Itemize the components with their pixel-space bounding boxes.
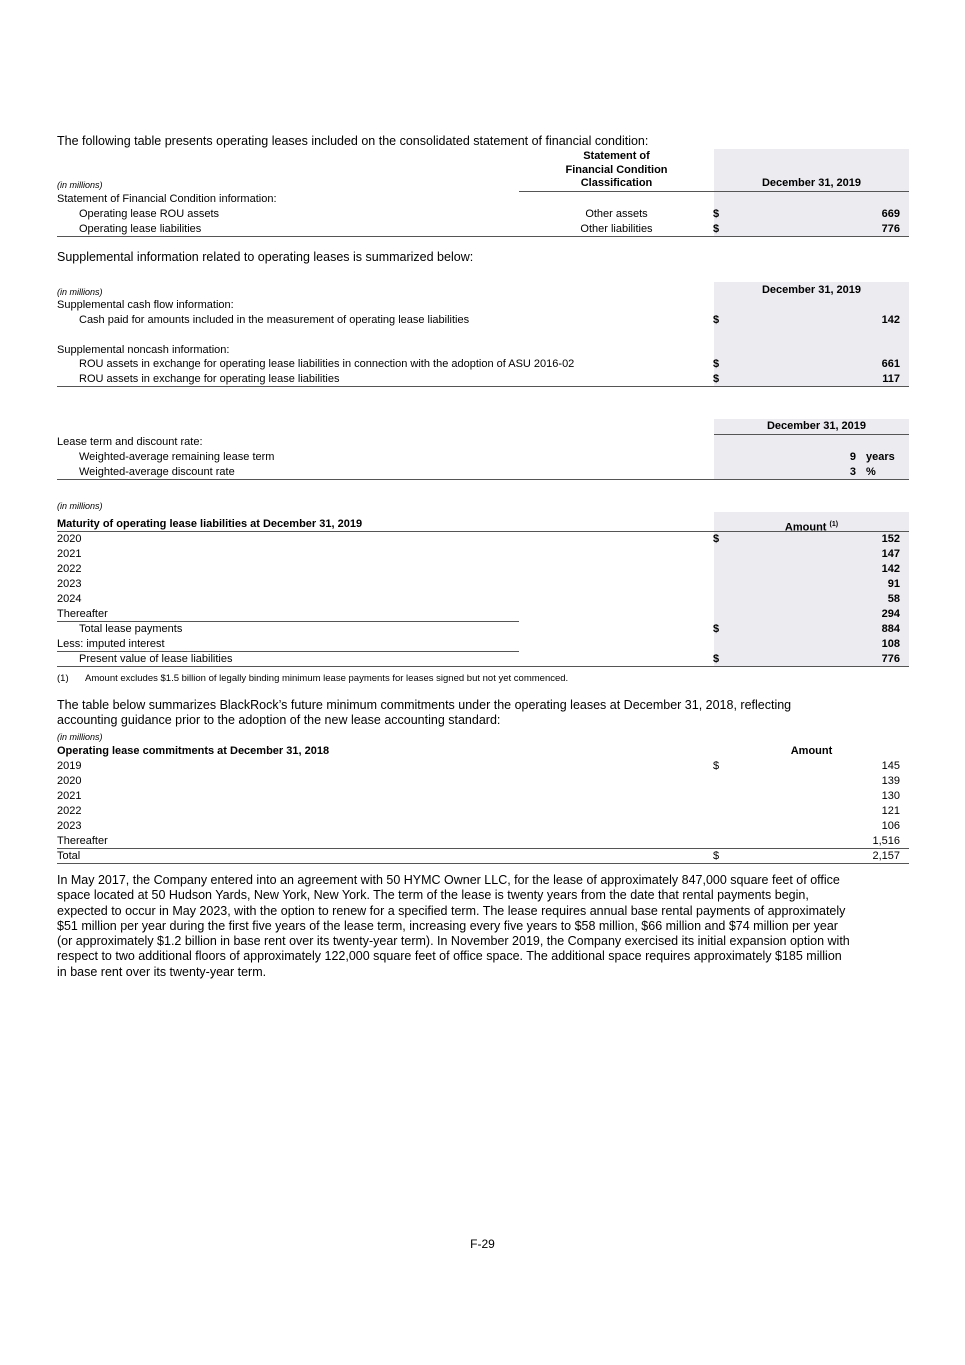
row-label: Operating lease liabilities <box>79 223 202 235</box>
lease-term-table <box>57 419 909 480</box>
section-label: Statement of Financial Condition information: <box>57 193 277 205</box>
table-row <box>57 592 909 607</box>
units-label: (in millions) <box>57 732 103 742</box>
bottom-rule <box>57 479 909 480</box>
operating-leases-table <box>57 149 909 237</box>
intro-text-3 <box>57 698 912 728</box>
row-unit: % <box>866 466 876 478</box>
date-header: December 31, 2019 <box>766 420 867 432</box>
row-value: 669 <box>881 208 900 220</box>
commitments-table <box>57 730 909 863</box>
row-label: ROU assets in exchange for operating lease liabilities in connection with the adoption of ASU 2016-02 <box>79 358 575 370</box>
row-label: Cash paid for amounts included in the measurement of operating lease liabilities <box>79 314 470 326</box>
bottom-rule <box>57 863 909 864</box>
table-row <box>57 207 909 222</box>
paragraph-line: in base rent over its twenty-year term. <box>57 964 267 979</box>
table-row <box>57 774 909 789</box>
table-row <box>57 607 909 622</box>
page-number: F-29 <box>470 1237 495 1251</box>
table-row <box>57 222 909 237</box>
dollar-sign: $ <box>713 223 720 235</box>
row-value: 776 <box>881 653 900 665</box>
row-value: 108 <box>881 638 900 650</box>
maturity-table <box>57 499 909 667</box>
row-value: 776 <box>881 223 900 235</box>
intro-line: accounting guidance prior to the adoption of the new lease accounting standard: <box>57 713 501 727</box>
table-title: Operating lease commitments at December 31, 2018 <box>57 745 330 757</box>
row-label: 2022 <box>57 805 82 817</box>
section-label: Lease term and discount rate: <box>57 436 203 448</box>
classification-header-line-1: Statement of <box>583 150 650 162</box>
classification-header-line-3: Classification <box>580 177 653 189</box>
bottom-rule <box>57 386 909 387</box>
footnote-text: Amount excludes $1.5 billion of legally binding minimum lease payments for leases signed but not yet commenced. <box>85 673 569 684</box>
row-value: 58 <box>887 593 900 605</box>
row-label: Total lease payments <box>79 623 183 635</box>
row-label: 2023 <box>57 820 82 832</box>
section-label: Supplemental noncash information: <box>57 344 230 356</box>
row-label: 2021 <box>57 790 82 802</box>
row-label: Total <box>57 850 81 862</box>
row-label: 2020 <box>57 533 82 545</box>
row-value: 142 <box>881 563 900 575</box>
row-label: 2020 <box>57 775 82 787</box>
bottom-rule <box>57 666 909 667</box>
row-label: Weighted-average discount rate <box>79 466 235 478</box>
dollar-sign: $ <box>713 208 720 220</box>
dollar-sign: $ <box>713 850 720 862</box>
total-row <box>57 849 909 864</box>
table-row <box>57 372 909 387</box>
row-label: ROU assets in exchange for operating lease liabilities <box>79 373 340 385</box>
intro-line: The table below summarizes BlackRock’s future minimum commitments under the operating leases at December 31, 2018, reflecting <box>57 698 792 712</box>
date-header: December 31, 2019 <box>761 284 862 296</box>
amount-header: Amount <box>790 745 833 757</box>
table-row <box>57 313 909 328</box>
row-value: 152 <box>881 533 900 545</box>
row-value: 661 <box>881 358 900 370</box>
row-label: Operating lease ROU assets <box>79 208 220 220</box>
table-row <box>57 759 909 774</box>
paragraph-line: $51 million per year during the first five years of the lease term, increasing every five years to $58 million, $66 million and $74 million per year <box>57 918 838 933</box>
bottom-rule <box>57 236 909 237</box>
row-label: Thereafter <box>57 608 108 620</box>
paragraph-line: In May 2017, the Company entered into an agreement with 50 HYMC Owner LLC, for the lease of approximately 847,000 square feet of office <box>57 873 840 887</box>
row-value: 117 <box>882 373 900 385</box>
row-label: 2021 <box>57 548 82 560</box>
units-label: (in millions) <box>57 180 103 190</box>
row-value: 9 <box>849 451 856 463</box>
dollar-sign: $ <box>713 623 720 635</box>
row-label: Less: imputed interest <box>57 638 165 650</box>
row-value: 130 <box>881 790 900 802</box>
row-value: 147 <box>881 548 900 560</box>
units-label: (in millions) <box>57 501 103 511</box>
date-header: December 31, 2019 <box>761 177 862 189</box>
table-row <box>57 450 909 465</box>
table-row <box>57 532 909 547</box>
table-row <box>57 789 909 804</box>
row-value: 106 <box>881 820 900 832</box>
row-value: 91 <box>887 578 900 590</box>
dollar-sign: $ <box>713 533 720 545</box>
row-value: 1,516 <box>872 835 900 847</box>
supplemental-info-table <box>57 282 909 387</box>
row-value: 142 <box>881 314 900 326</box>
intro-text-2: Supplemental information related to operating leases is summarized below: <box>57 250 474 264</box>
lease-agreement-paragraph <box>57 873 912 980</box>
classification-header-line-2: Financial Condition <box>565 163 668 176</box>
paragraph-line: respect to two additional floors of approximately 122,000 square feet of office space. The additional space requires approximately $185 million <box>57 949 842 964</box>
section-label: Supplemental cash flow information: <box>57 299 234 311</box>
paragraph-line: expected to occur in May 2023, with the option to renew for a specified term. The lease requires annual base rental payments of approximately <box>57 903 846 918</box>
table-row <box>57 465 909 480</box>
footnote-number: (1) <box>57 673 69 684</box>
dollar-sign: $ <box>713 653 720 665</box>
row-value: 3 <box>849 466 856 478</box>
dollar-sign: $ <box>713 760 720 772</box>
table-row <box>57 804 909 819</box>
dollar-sign: $ <box>713 314 720 326</box>
row-unit: years <box>866 451 895 463</box>
row-value: 139 <box>881 775 900 787</box>
table-title: Maturity of operating lease liabilities at December 31, 2019 <box>57 518 363 530</box>
row-label: 2022 <box>57 563 82 575</box>
total-row <box>57 622 909 637</box>
row-value: 2,157 <box>872 850 900 862</box>
row-value: 294 <box>881 608 900 620</box>
table-row <box>57 357 909 372</box>
row-classification: Other assets <box>585 208 648 220</box>
dollar-sign: $ <box>713 373 720 385</box>
paragraph-line: (or approximately $1.2 billion in base rent over its twenty-year term). In November 2019, the Company exercised its initial expansion option with <box>57 934 850 949</box>
row-label: Weighted-average remaining lease term <box>79 451 275 463</box>
table-row <box>57 577 909 592</box>
units-label: (in millions) <box>57 287 103 297</box>
table-row <box>57 562 909 577</box>
intro-text-1: The following table presents operating leases included on the consolidated statement of financial condition: <box>57 134 649 148</box>
table-row <box>57 819 909 834</box>
row-label: Present value of lease liabilities <box>79 653 233 665</box>
row-label: Thereafter <box>57 835 108 847</box>
row-value: 145 <box>881 760 900 772</box>
row-value: 121 <box>881 805 900 817</box>
paragraph-line: space located at 50 Hudson Yards, New York, New York. The term of the lease is twenty years from the date that rental payments begin, <box>57 888 809 903</box>
row-classification: Other liabilities <box>580 223 653 235</box>
total-row <box>57 652 909 667</box>
dollar-sign: $ <box>713 358 720 370</box>
footnote-mark: (1) <box>829 521 839 528</box>
row-label: 2019 <box>57 760 82 772</box>
row-value: 884 <box>881 623 900 635</box>
footnote <box>57 673 568 684</box>
table-row <box>57 547 909 562</box>
row-label: 2024 <box>57 593 82 605</box>
row-label: 2023 <box>57 578 82 590</box>
table-row <box>57 834 909 849</box>
amount-header-label: Amount <box>784 521 827 534</box>
table-row <box>57 637 909 652</box>
